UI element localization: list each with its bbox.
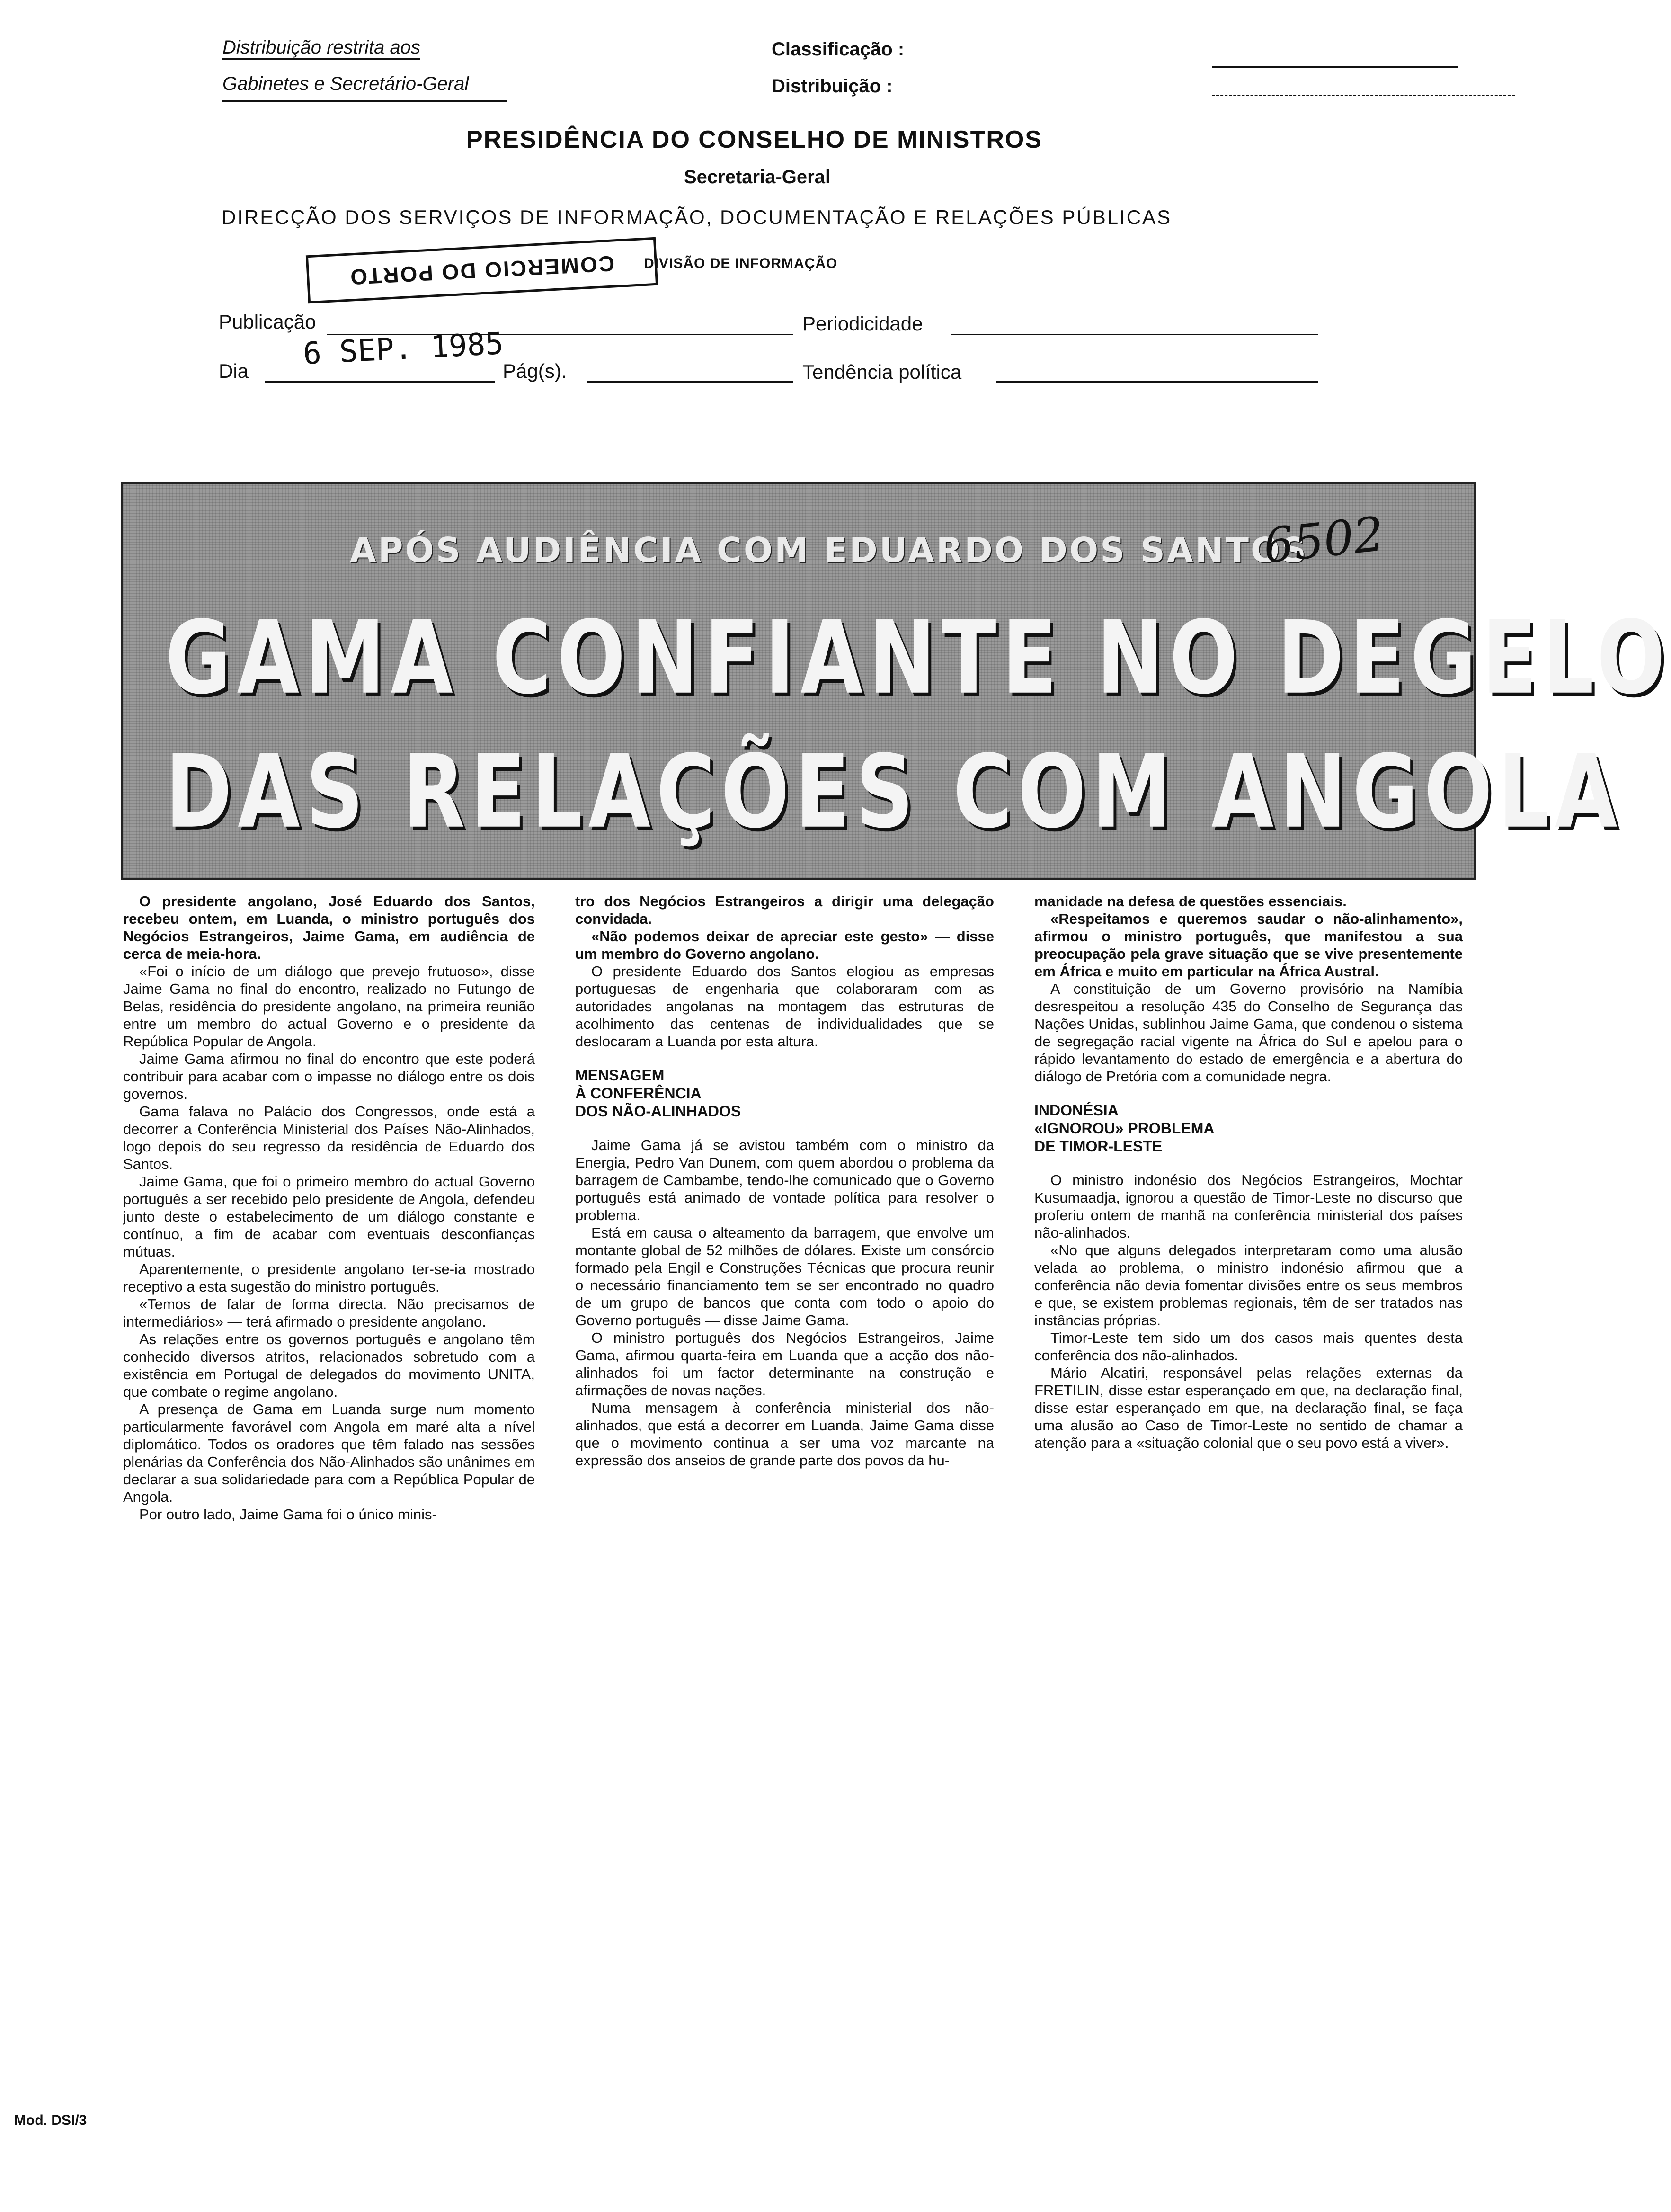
paragraph: As relações entre os governos português e angolano têm conhecido diversos atritos, relacionados sobretudo com a existência em Portugal de delegados do movimento UNITA, que combate o regime angolano. bbox=[123, 1331, 535, 1400]
direccao-line: DIRECÇÃO DOS SERVIÇOS DE INFORMAÇÃO, DOCUMENTAÇÃO E RELAÇÕES PÚBLICAS bbox=[222, 206, 1172, 228]
distribution-note-line2: Gabinetes e Secretário-Geral bbox=[222, 73, 469, 94]
dia-line bbox=[265, 381, 495, 383]
distribution-note-underline bbox=[222, 100, 507, 102]
paragraph: Jaime Gama já se avistou também com o ministro da Energia, Pedro Van Dunem, com quem abordou o problema da barragem de Cambambe, tendo-lhe comunicado que o Governo português está animado de vontade política para resolver o problema. bbox=[575, 1137, 994, 1223]
publicacao-label: Publicação bbox=[219, 311, 316, 333]
subheading-line: INDONÉSIA bbox=[1034, 1102, 1119, 1119]
paragraph: «Foi o início de um diálogo que prevejo frutuoso», disse Jaime Gama no final do encontro, realizado no Futungo de Belas, residência do presidente angolano, na primeira reunião entre um membro do actual Governo e o presidente da República Popular de Angola. bbox=[123, 963, 535, 1050]
paragraph: manidade na defesa de questões essenciais. bbox=[1034, 893, 1347, 910]
periodicidade-line bbox=[951, 334, 1318, 335]
paragraph: O presidente angolano, José Eduardo dos Santos, recebeu ontem, em Luanda, o ministro português dos Negócios Estrangeiros, Jaime Gama, em audiência de cerca de meia-hora. bbox=[123, 893, 535, 962]
paragraph: Aparentemente, o presidente angolano ter-se-ia mostrado receptivo a esta sugestão do ministro português. bbox=[123, 1261, 535, 1295]
paragraph: «Respeitamos e queremos saudar o não-alinhamento», afirmou o ministro português, que manifestou a sua preocupação pela grave situação que se vive presentemente em África e muito em particular na África Austral. bbox=[1034, 910, 1463, 980]
paragraph: Timor-Leste tem sido um dos casos mais quentes desta conferência dos não-alinhados. bbox=[1034, 1329, 1463, 1364]
paragraph: O presidente Eduardo dos Santos elogiou as empresas portuguesas de engenharia que colaboraram com as autoridades angolanas na montagem das estruturas de acolhimento das centenas de individualidades que se deslocaram a Luanda por esta altura. bbox=[575, 963, 994, 1050]
headline-kicker: APÓS AUDIÊNCIA COM EDUARDO DOS SANTOS bbox=[350, 530, 1308, 570]
dia-date-stamp: 6 SEP. 1985 bbox=[302, 326, 505, 372]
article-column-2 bbox=[575, 892, 994, 1469]
distribuicao-line bbox=[1212, 95, 1515, 96]
paragraph: «No que alguns delegados interpretaram como uma alusão velada ao problema, o ministro indonésio afirmou que a conferência não devia fomentar divisões entre os seus membros e que, se existem problemas regionais, têm de ser tratados nas instâncias próprias. bbox=[1034, 1242, 1463, 1329]
paragraph: Jaime Gama, que foi o primeiro membro do actual Governo português a ser recebido pelo presidente de Angola, defendeu junto deste o estabelecimento de um diálogo constante e contínuo, a fim de acabar com eventuais desconfianças mútuas. bbox=[123, 1173, 535, 1260]
paragraph: «Não podemos deixar de apreciar este gesto» — disse um membro do Governo angolano. bbox=[575, 928, 994, 962]
paragraph: Por outro lado, Jaime Gama foi o único minis- bbox=[139, 1506, 437, 1523]
paragraph: A presença de Gama em Luanda surge num momento particularmente favorável com Angola em maré alta a nível diplomático. Todos os oradores que têm falado nas sessões plenárias da Conferência dos Não-Alinhados são unânimes em declarar a sua solidariedade para com a República Popular de Angola. bbox=[123, 1401, 535, 1505]
classificacao-line bbox=[1212, 66, 1458, 68]
subheading-line: DOS NÃO-ALINHADOS bbox=[575, 1103, 741, 1120]
divisao-label: DIVISÃO DE INFORMAÇÃO bbox=[644, 256, 838, 271]
headline-line2: DAS RELAÇÕES COM ANGOLA bbox=[165, 733, 1623, 851]
form-code: Mod. DSI/3 bbox=[14, 2113, 87, 2128]
publication-stamp bbox=[306, 237, 658, 304]
paragraph: O ministro indonésio dos Negócios Estrangeiros, Mochtar Kusumaadja, ignorou a questão de Timor-Leste no discurso que proferiu ontem de manhã na conferência ministerial dos países não-alinhados. bbox=[1034, 1172, 1463, 1241]
tendencia-label: Tendência política bbox=[802, 361, 962, 383]
handwritten-mark: 6502 bbox=[1261, 506, 1387, 574]
periodicidade-label: Periodicidade bbox=[802, 312, 923, 335]
subheading-line: MENSAGEM bbox=[575, 1067, 665, 1084]
paragraph: A constituição de um Governo provisório na Namíbia desrespeitou a resolução 435 do Conselho de Segurança das Nações Unidas, sublinhou Jaime Gama, que condenou o sistema de segregação racial vigente na África do Sul e apelou para o rápido levantamento do estado de emergência e a abertura do diálogo de Pretória com a comunidade negra. bbox=[1034, 981, 1463, 1085]
headline-line1: GAMA CONFIANTE NO DEGELO bbox=[165, 599, 1671, 717]
tendencia-line bbox=[996, 381, 1318, 383]
stamp-text: COMERCIO DO PORTO bbox=[348, 251, 615, 290]
dia-label: Dia bbox=[219, 360, 249, 382]
org-subtitle: Secretaria-Geral bbox=[684, 167, 831, 187]
classificacao-label: Classificação : bbox=[772, 39, 905, 60]
article-column-3 bbox=[1034, 892, 1463, 1452]
pags-label: Pág(s). bbox=[503, 360, 567, 382]
paragraph: Numa mensagem à conferência ministerial dos não-alinhados, que está a decorrer em Luanda, Jaime Gama disse que o movimento continua a ser uma voz marcante na expressão dos anseios de grande parte dos povos da hu- bbox=[575, 1400, 994, 1469]
article-column-1 bbox=[123, 892, 535, 1523]
subheading-line: À CONFERÊNCIA bbox=[575, 1085, 702, 1102]
subheading-line: «IGNOROU» PROBLEMA bbox=[1034, 1120, 1215, 1137]
distribution-note-line1: Distribuição restrita aos bbox=[222, 37, 420, 60]
pags-line bbox=[587, 381, 793, 383]
paragraph: Está em causa o alteamento da barragem, que envolve um montante global de 52 milhões de dólares. Existe um consórcio formado pela Engil e Construções Técnicas que procura reunir o necessário financiamento tem se ser encontrado no quadro de um grupo de bancos que conta com todo o apoio do Governo português — disse Jaime Gama. bbox=[575, 1224, 994, 1329]
org-title: PRESIDÊNCIA DO CONSELHO DE MINISTROS bbox=[466, 126, 1043, 153]
paragraph: Mário Alcatiri, responsável pelas relações externas da FRETILIN, disse estar esperançado em que, na declaração final, disse estar esperançado em que, na declaração final, se faça uma alusão ao Caso de Timor-Leste no sentido de chamar a atenção para a «situação colonial que o seu povo está a viver». bbox=[1034, 1365, 1463, 1451]
distribuicao-label: Distribuição : bbox=[772, 76, 893, 97]
paragraph: «Temos de falar de forma directa. Não precisamos de intermediários» — terá afirmado o presidente angolano. bbox=[123, 1296, 535, 1330]
subheading-line: DE TIMOR-LESTE bbox=[1034, 1138, 1163, 1155]
paragraph: tro dos Negócios Estrangeiros a dirigir uma delegação convidada. bbox=[575, 893, 994, 927]
paragraph: Jaime Gama afirmou no final do encontro que este poderá contribuir para acabar com o impasse no diálogo entre os dois governos. bbox=[123, 1051, 535, 1102]
paragraph: Gama falava no Palácio dos Congressos, onde está a decorrer a Conferência Ministerial dos Países Não-Alinhados, logo depois do seu regresso da residência de Eduardo dos Santos. bbox=[123, 1103, 535, 1172]
paragraph: O ministro português dos Negócios Estrangeiros, Jaime Gama, afirmou quarta-feira em Luanda que a acção dos não-alinhados foi um factor determinante na construção e afirmações de novas nações. bbox=[575, 1329, 994, 1399]
headline-block bbox=[121, 482, 1671, 880]
